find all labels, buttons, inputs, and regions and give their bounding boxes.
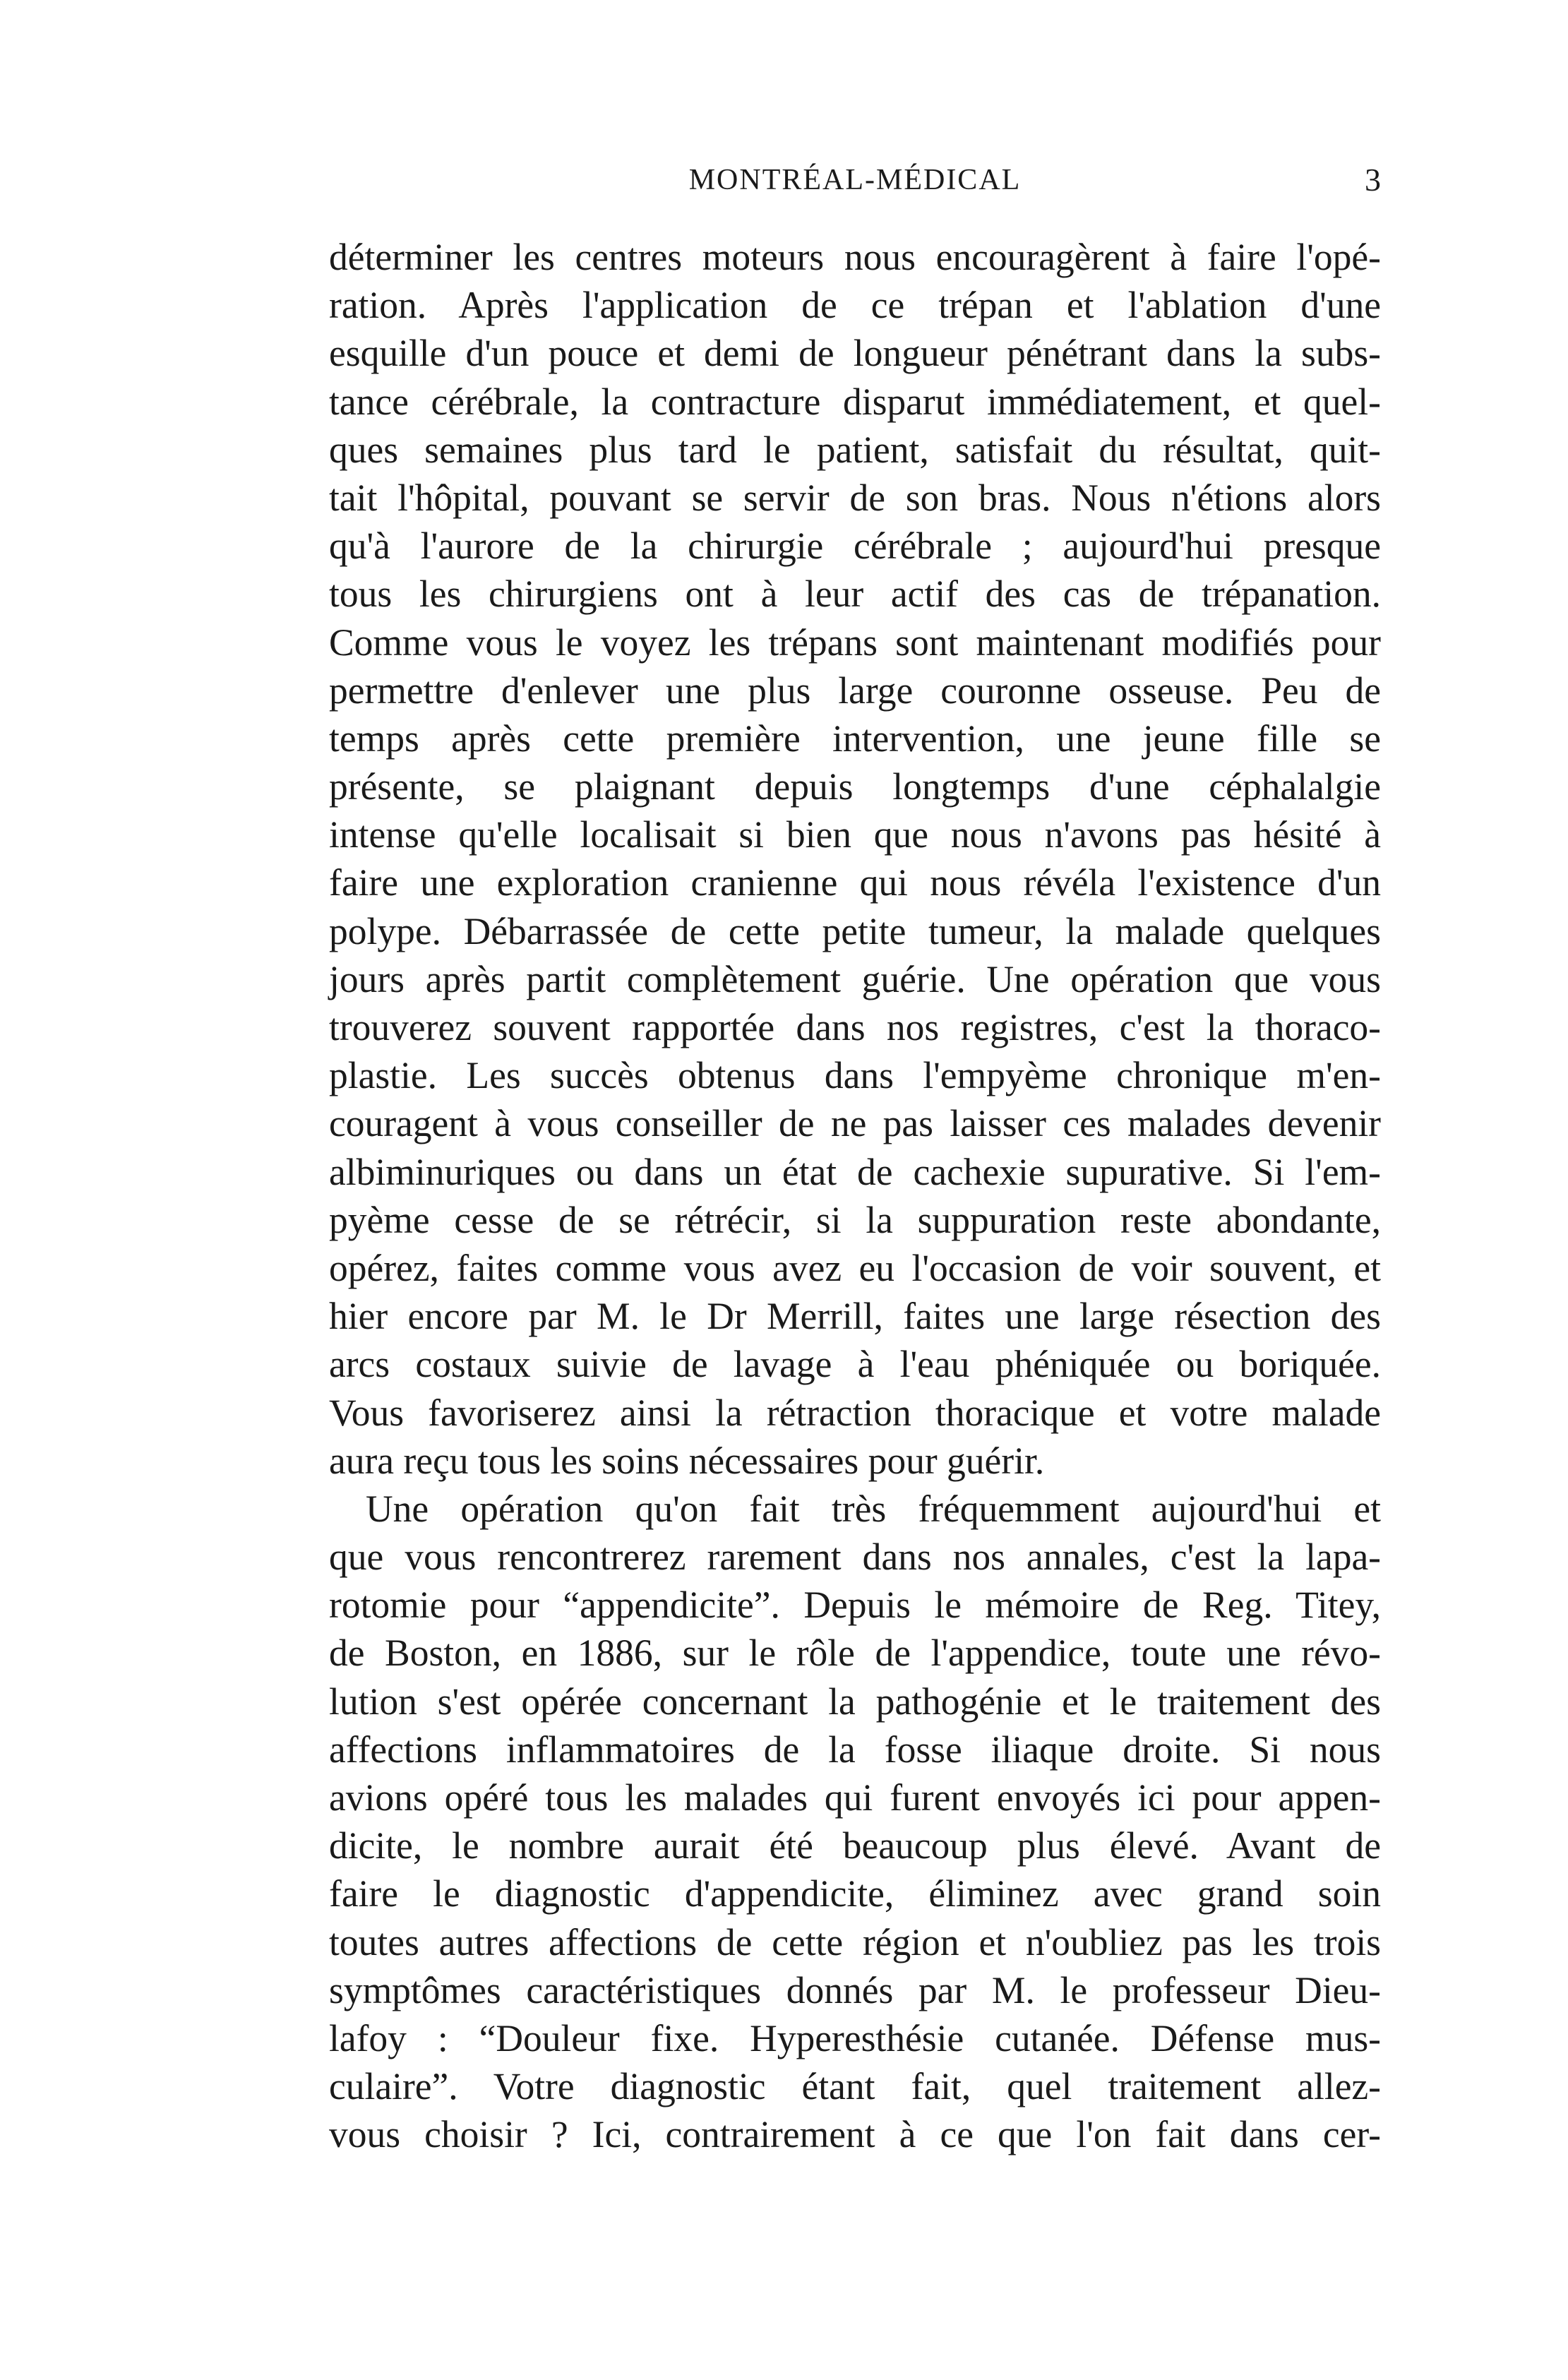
paragraph-2 <box>329 1485 1381 2159</box>
text-line: de Boston, en 1886, sur le rôle de l'appendice, toute une révo- <box>329 1632 1381 1675</box>
text-line: pyème cesse de se rétrécir, si la suppuration reste abondante, <box>329 1198 1381 1241</box>
text-line: arcs costaux suivie de lavage à l'eau phéniquée ou boriquée. <box>329 1343 1381 1386</box>
text-line: symptômes caractéristiques donnés par M. le professeur Dieu- <box>329 1968 1381 2011</box>
text-line: tous les chirurgiens ont à leur actif des cas de trépanation. <box>329 573 1381 616</box>
text-line: temps après cette première intervention, une jeune fille se <box>329 717 1381 760</box>
text-line: trouverez souvent rapportée dans nos registres, c'est la thoraco- <box>329 1006 1381 1048</box>
text-line: Vous favoriserez ainsi la rétraction thoracique et votre malade <box>329 1391 1381 1434</box>
text-line: ration. Après l'application de ce trépan et l'ablation d'une <box>329 284 1381 327</box>
text-line: lution s'est opérée concernant la pathogénie et le traitement des <box>329 1680 1381 1723</box>
page-number: 3 <box>1365 162 1381 198</box>
running-title: MONTRÉAL-MÉDICAL <box>688 164 1022 196</box>
running-header <box>329 159 1381 201</box>
text-line: aura reçu tous les soins nécessaires pour guérir. <box>329 1439 1045 1482</box>
text-line: faire le diagnostic d'appendicite, éliminez avec grand soin <box>329 1872 1381 1915</box>
text-line: Une opération qu'on fait très fréquemment aujourd'hui et <box>366 1487 1381 1530</box>
text-line: ques semaines plus tard le patient, satisfait du résultat, quit- <box>329 428 1381 471</box>
text-line: opérez, faites comme vous avez eu l'occasion de voir souvent, et <box>329 1246 1381 1289</box>
text-line: jours après partit complètement guérie. Une opération que vous <box>329 957 1381 1000</box>
text-line: permettre d'enlever une plus large couronne osseuse. Peu de <box>329 669 1381 712</box>
text-line: rotomie pour “appendicite”. Depuis le mémoire de Reg. Titey, <box>329 1584 1381 1627</box>
text-line: polype. Débarrassée de cette petite tumeur, la malade quelques <box>329 909 1381 952</box>
text-line: lafoy : “Douleur fixe. Hyperesthésie cutanée. Défense mus- <box>329 2016 1381 2059</box>
text-line: affections inflammatoires de la fosse iliaque droite. Si nous <box>329 1728 1381 1771</box>
text-line: hier encore par M. le Dr Merrill, faites une large résection des <box>329 1295 1381 1338</box>
text-line: vous choisir ? Ici, contrairement à ce que l'on fait dans cer- <box>329 2113 1381 2156</box>
text-line: dicite, le nombre aurait été beaucoup plus élevé. Avant de <box>329 1824 1381 1867</box>
body-text <box>329 233 1381 2159</box>
text-line: tait l'hôpital, pouvant se servir de son bras. Nous n'étions alors <box>329 476 1381 519</box>
text-line: intense qu'elle localisait si bien que nous n'avons pas hésité à <box>329 813 1381 856</box>
text-line: culaire”. Votre diagnostic étant fait, quel traitement allez- <box>329 2065 1381 2108</box>
text-line: toutes autres affections de cette région et n'oubliez pas les trois <box>329 1920 1381 1963</box>
text-line: que vous rencontrerez rarement dans nos annales, c'est la lapa- <box>329 1536 1381 1579</box>
text-line: faire une exploration cranienne qui nous révéla l'existence d'un <box>329 861 1381 904</box>
text-line: présente, se plaignant depuis longtemps d'une céphalalgie <box>329 765 1381 808</box>
paragraph-1 <box>329 233 1381 1485</box>
text-line: albiminuriques ou dans un état de cachexie supurative. Si l'em- <box>329 1150 1381 1193</box>
text-line: déterminer les centres moteurs nous encouragèrent à faire l'opé- <box>329 236 1381 278</box>
text-line: qu'à l'aurore de la chirurgie cérébrale ; aujourd'hui presque <box>329 525 1381 568</box>
text-line: tance cérébrale, la contracture disparut immédiatement, et quel- <box>329 380 1381 423</box>
text-line: esquille d'un pouce et demi de longueur pénétrant dans la subs- <box>329 332 1381 375</box>
text-line: Comme vous le voyez les trépans sont maintenant modifiés pour <box>329 621 1381 664</box>
text-line: couragent à vous conseiller de ne pas laisser ces malades devenir <box>329 1102 1381 1145</box>
text-line: avions opéré tous les malades qui furent envoyés ici pour appen- <box>329 1776 1381 1819</box>
text-line: plastie. Les succès obtenus dans l'empyème chronique m'en- <box>329 1054 1381 1097</box>
